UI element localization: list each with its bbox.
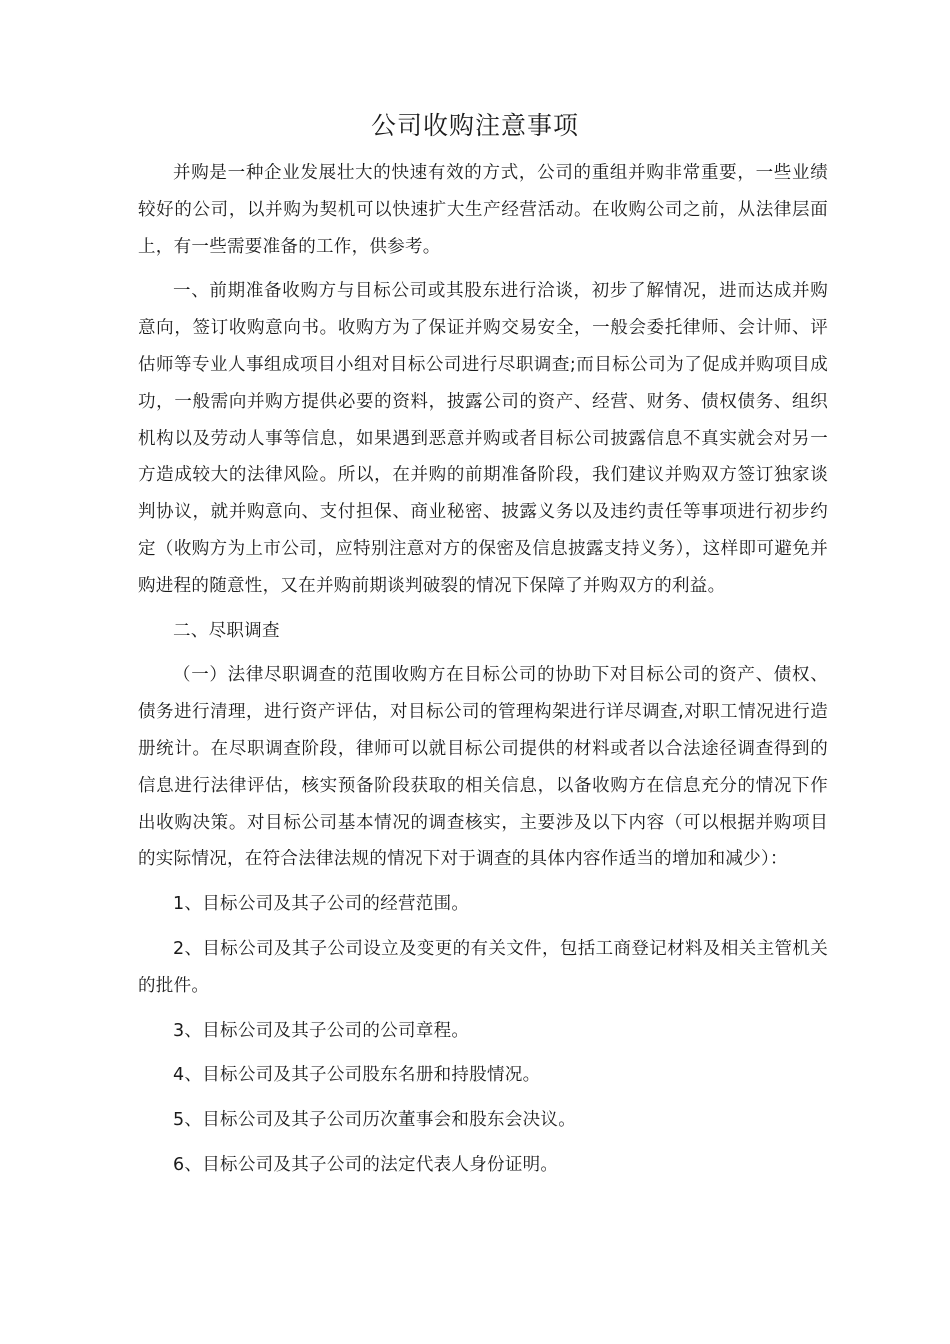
list-item: 5、目标公司及其子公司历次董事会和股东会决议。 [173,1110,577,1131]
section-1-paragraph: 一、前期准备收购方与目标公司或其股东进行洽谈，初步了解情况，进而达成并购意向，签订收购意向书。收购方为了保证并购交易安全，一般会委托律师、会计师、评估师等专业人事组成项目小组对目标公司进行尽职调查;而目标公司为了促成并购项目成功，一般需向并购方提供必要的资料，披露公司的资产、经营、财务、债权债务、组织机构以及劳动人事等信息，如果遇到恶意并购或者目标公司披露信息不真实就会对另一方造成较大的法律风险。所以，在并购的前期准备阶段，我们建议并购双方签订独家谈判协议，就并购意向、支付担保、商业秘密、披露义务以及违约责任等事项进行初步约定（收购方为上市公司，应特别注意对方的保密及信息披露支持义务），这样即可避免并购进程的随意性，又在并购前期谈判破裂的情况下保障了并购双方的利益。 [138,281,828,596]
document-body [138,155,828,1184]
list-item: 2、目标公司及其子公司设立及变更的有关文件，包括工商登记材料及相关主管机关的批件。 [138,938,828,996]
list-item: 6、目标公司及其子公司的法定代表人身份证明。 [173,1154,559,1175]
section-2-heading: 二、尽职调查 [173,620,280,641]
document-title: 公司收购注意事项 [370,111,579,140]
list-item: 3、目标公司及其子公司的公司章程。 [173,1020,470,1041]
intro-paragraph: 并购是一种企业发展壮大的快速有效的方式，公司的重组并购非常重要，一些业绩较好的公司，以并购为契机可以快速扩大生产经营活动。在收购公司之前，从法律层面上，有一些需要准备的工作，供参考。 [138,163,828,257]
section-2-1-paragraph: （一）法律尽职调查的范围收购方在目标公司的协助下对目标公司的资产、债权、债务进行清理，进行资产评估，对目标公司的管理构架进行详尽调查,对职工情况进行造册统计。在尽职调查阶段，律师可以就目标公司提供的材料或者以合法途径调查得到的信息进行法律评估，核实预备阶段获取的相关信息，以备收购方在信息充分的情况下作出收购决策。对目标公司基本情况的调查核实，主要涉及以下内容（可以根据并购项目的实际情况，在符合法律法规的情况下对于调查的具体内容作适当的增加和减少）： [138,665,828,870]
list-item: 1、目标公司及其子公司的经营范围。 [173,894,470,915]
list-item: 4、目标公司及其子公司股东名册和持股情况。 [173,1065,541,1086]
